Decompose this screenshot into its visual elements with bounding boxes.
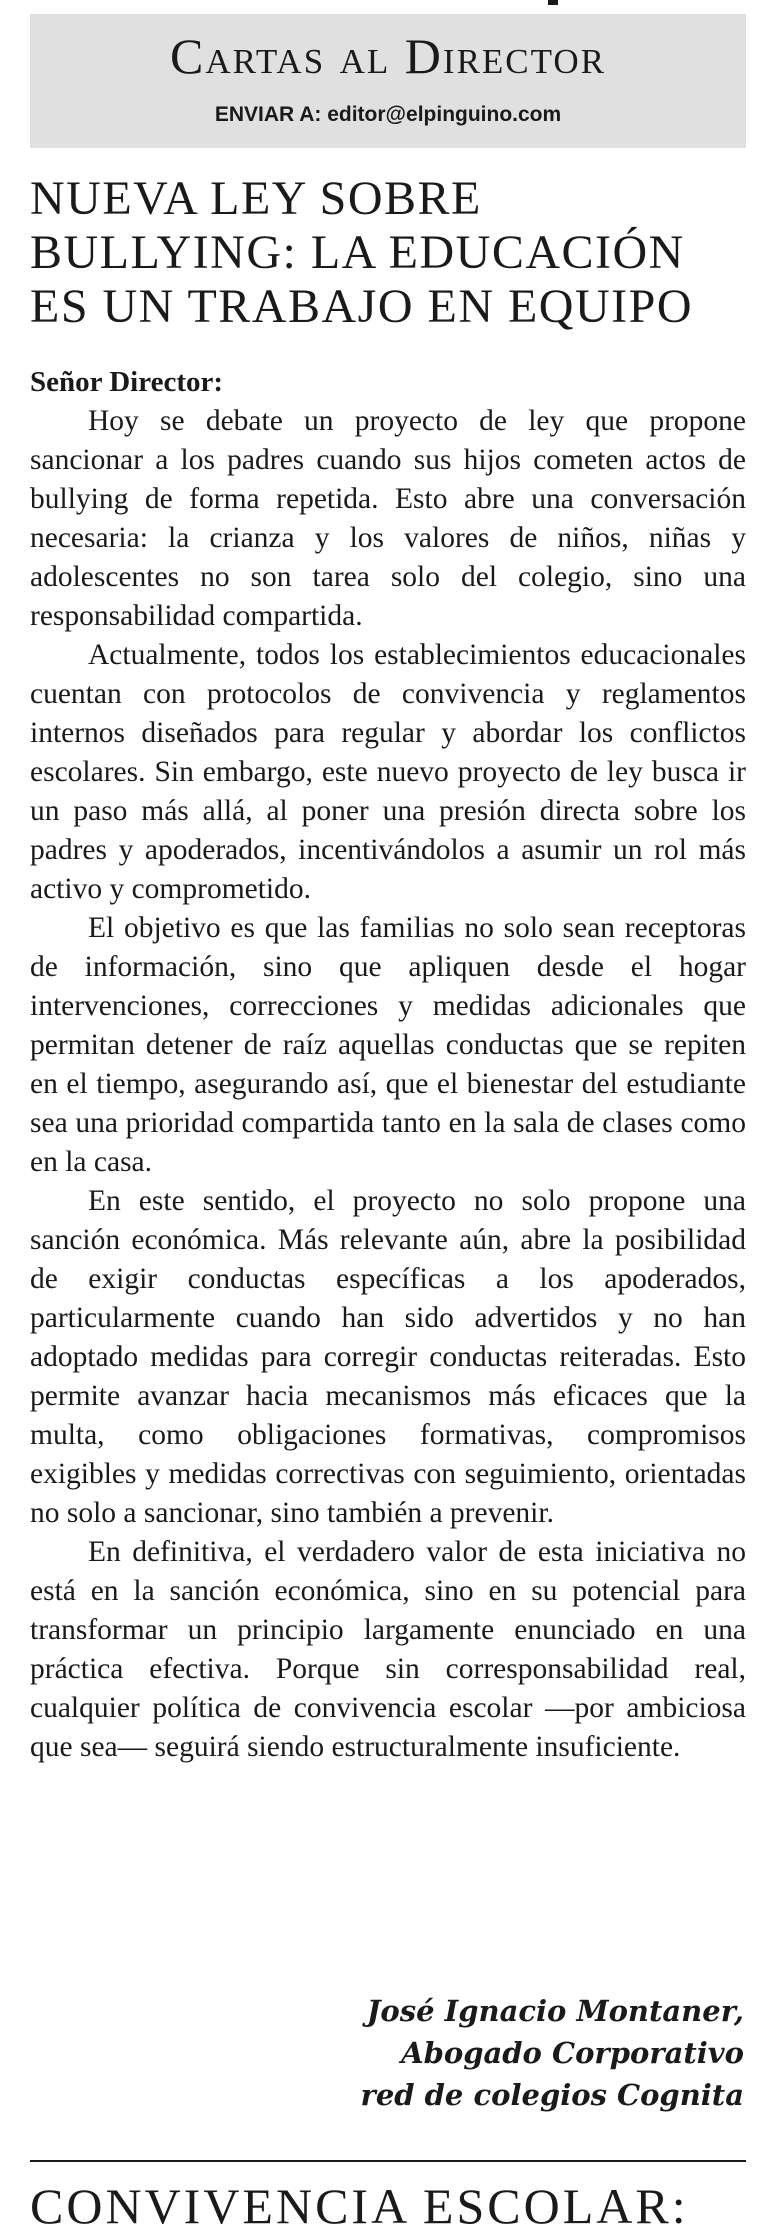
headline-line: BULLYING: LA EDUCACIÓN [30,226,685,279]
body-paragraph: En definitiva, el verdadero valor de esta iniciativa no está en la sanción económica, sino en su potencial para transformar un principio largamente enunciado en una práctica efectiva. Porque sin corresponsabilidad real, cualquier política de convivencia escolar —por ambiciosa que sea— seguirá siendo estructuralmente insuficiente. [30,1536,746,1763]
author-name: José Ignacio Montaner, [366,1994,744,2028]
section-title: Cartas al Director [169,28,607,84]
headline-line: NUEVA LEY SOBRE [30,172,482,225]
section-header [30,14,746,148]
body-paragraph: Hoy se debate un proyecto de ley que propone sancionar a los padres cuando sus hijos cometen actos de bullying de forma repetida. Esto abre una conversación necesaria: la crianza y los valores de niños, niñas y adolescentes no son tarea solo del colegio, sino una responsabilidad compartida. [30,405,746,632]
section-divider [30,2160,746,2162]
body-paragraph: El objetivo es que las familias no solo sean receptoras de información, sino que apliquen desde el hogar intervenciones, correcciones y medidas adicionales que permitan detener de raíz aquellas conductas que se repiten en el tiempo, asegurando así, que el bienestar del estudiante sea una prioridad compartida tanto en la sala de clases como en la casa. [30,912,746,1178]
author-signature [361,1990,744,2116]
headline-line: ES UN TRABAJO EN EQUIPO [30,280,693,333]
author-role: Abogado Corporativo [401,2036,744,2070]
submission-email: ENVIAR A: editor@elpinguino.com [214,103,562,126]
body-paragraph: En este sentido, el proyecto no solo propone una sanción económica. Más relevante aún, abre la posibilidad de exigir conductas específicas a los apoderados, particularmente cuando han sido advertidos y no han adoptado medidas para corregir conductas reiteradas. Esto permite avanzar hacia mecanismos más eficaces que la multa, como obligaciones formativas, compromisos exigibles y medidas correctivas con seguimiento, orientadas no solo a sancionar, sino también a prevenir. [30,1185,746,1529]
author-organization: red de colegios Cognita [360,2078,744,2112]
next-article-headline: CONVIVENCIA ESCOLAR: [30,2178,689,2234]
article-body [30,402,746,1767]
body-paragraph: Actualmente, todos los establecimientos educacionales cuentan con protocolos de convivencia y reglamentos internos diseñados para regular y abordar los conflictos escolares. Sin embargo, este nuevo proyecto de ley busca ir un paso más allá, al poner una presión directa sobre los padres y apoderados, incentivándolos a asumir un rol más activo y comprometido. [30,639,746,905]
salutation: Señor Director: [30,366,224,398]
column-marker [548,0,558,5]
article-headline [30,172,746,334]
